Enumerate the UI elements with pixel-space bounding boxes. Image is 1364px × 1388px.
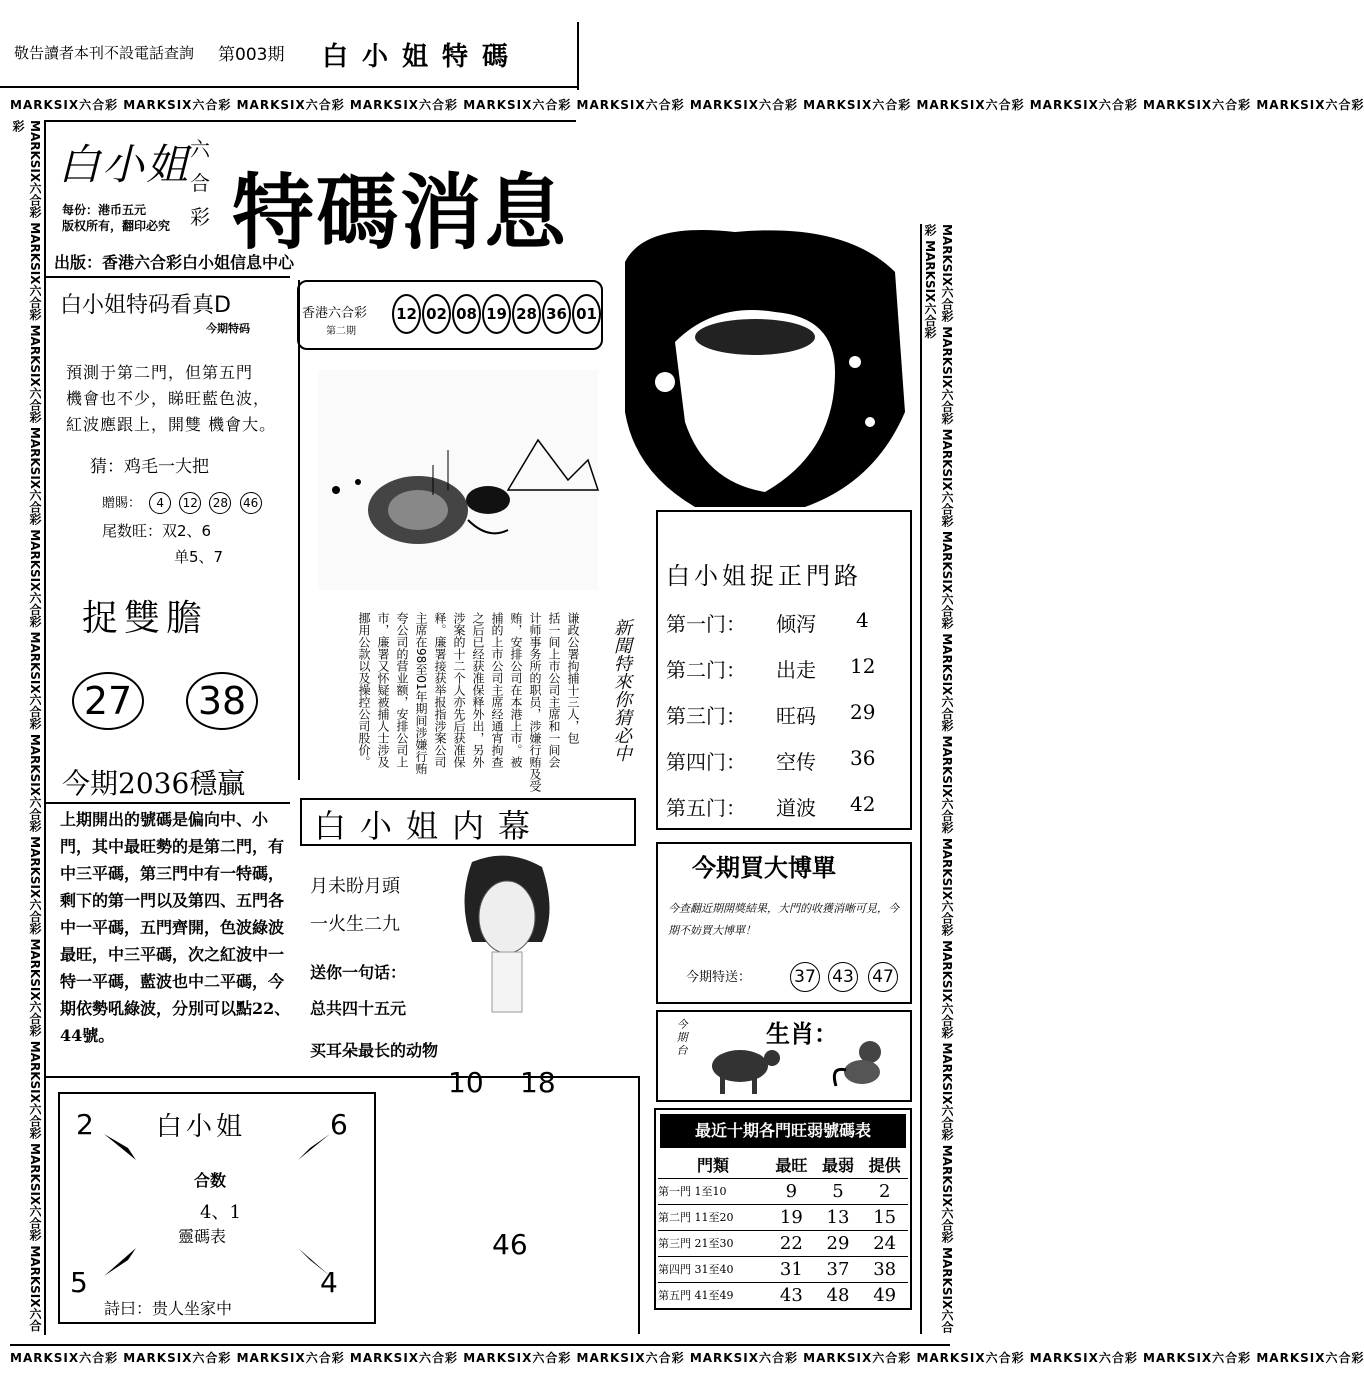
table-row — [658, 1256, 908, 1282]
news-column: 之后已经获准保释外出，另外 — [471, 612, 485, 768]
price-info — [62, 202, 170, 234]
lotto-ball: 08 — [452, 294, 481, 334]
table-cell: 22 — [768, 1230, 815, 1256]
table-cell: 第一門 1至10 — [658, 1178, 768, 1204]
table-cell: 第二門 11至20 — [658, 1204, 768, 1230]
gate-number: 4 — [856, 608, 869, 632]
lotto-ball: 12 — [392, 294, 421, 334]
table-row — [658, 1204, 908, 1230]
gift-row — [102, 492, 262, 514]
gate-number: 42 — [850, 792, 876, 816]
lotto-ball: 36 — [542, 294, 571, 334]
table-row — [658, 1282, 908, 1308]
news-column: 括一间上市公司主席和一间会 — [547, 612, 561, 768]
double-number: 38 — [186, 672, 258, 730]
publisher: 出版：香港六合彩白小姐信息中心 — [54, 253, 295, 272]
double-number: 27 — [72, 672, 144, 730]
table-cell: 29 — [815, 1230, 862, 1256]
ink-painting — [318, 370, 598, 590]
bigbet-number: 43 — [828, 962, 858, 992]
table-cell: 第五門 41至49 — [658, 1282, 768, 1308]
lotto-ball: 02 — [422, 294, 451, 334]
tema-line: 紅波應跟上，開雙 機會大。 — [66, 415, 277, 434]
gate-word: 倾泻 — [776, 612, 816, 636]
col-header: 提供 — [868, 1156, 901, 1176]
gate-number: 12 — [850, 654, 876, 678]
logo: 白小姐 — [58, 140, 191, 189]
inner-number: 18 — [520, 1066, 556, 1099]
gate-label: 第一门： — [666, 612, 746, 636]
news-article — [300, 612, 580, 792]
gate-number: 29 — [850, 700, 876, 724]
frame-line — [44, 120, 576, 122]
zodiac-side: 今期台 — [676, 1018, 688, 1057]
bigbet-title: 今期買大博單 — [692, 854, 836, 882]
news-column: 夸公司的营业额，安排公司上 — [395, 612, 409, 768]
table-cell: 第四門 31至40 — [658, 1256, 768, 1282]
masthead-title: 特碼消息 — [232, 165, 569, 261]
table-row — [658, 1230, 908, 1256]
news-column: 捕的上市公司主席经通宵拘查 — [490, 612, 504, 768]
gift-label: 贈賜： — [102, 496, 142, 511]
tema-heading: 白小姐特码看真D — [60, 293, 231, 318]
sum-label: 合数 — [194, 1171, 227, 1190]
issue-number: 第003期 — [218, 45, 285, 65]
table-header-row — [658, 1152, 908, 1178]
inner-number: 10 — [448, 1066, 484, 1099]
tema-line: 預測于第二門，但第五門 — [66, 363, 254, 382]
zodiac-label: 生肖： — [766, 1019, 838, 1048]
gate-word: 出走 — [776, 658, 816, 682]
news-column: 计师事务所的职员，涉嫌行贿及受 — [528, 612, 542, 792]
table-cell: 49 — [861, 1282, 908, 1308]
tail-even: 尾数旺：双2、6 — [102, 522, 212, 540]
inner-line: 一火生二九 — [310, 914, 400, 935]
header-title: 白小姐特碼 — [322, 42, 523, 72]
portrait-image — [605, 222, 915, 512]
banner-bottom: MARKSIX六合彩 MARKSIX六合彩 MARKSIX六合彩 MARKSIX六合彩 MARKSIX六合彩 MARKSIX六合彩 MARKSIX六合彩 MARKSIX六合彩 MARKSIX六合彩 MARKSIX六合彩 MARKSIX六合彩 MARKSIX六合彩 — [10, 1344, 950, 1366]
gate-label: 第五门： — [666, 796, 746, 820]
gift-number: 28 — [209, 492, 231, 514]
table-cell: 43 — [768, 1282, 815, 1308]
gift-number: 12 — [179, 492, 201, 514]
gates-title: 白小姐捉正門路 — [666, 562, 862, 590]
table-cell: 48 — [815, 1282, 862, 1308]
table-cell: 38 — [861, 1256, 908, 1282]
banner-top: MARKSIX六合彩 MARKSIX六合彩 MARKSIX六合彩 MARKSIX六合彩 MARKSIX六合彩 MARKSIX六合彩 MARKSIX六合彩 MARKSIX六合彩 MARKSIX六合彩 MARKSIX六合彩 MARKSIX六合彩 MARKSIX六合彩 — [10, 98, 1364, 112]
table-row — [658, 1178, 908, 1204]
woman-image — [452, 852, 562, 1012]
handwritten-note: 新聞特來你猜必中 — [611, 618, 632, 762]
divider — [46, 276, 290, 278]
bigbet-text: 今查翻近期開獎結果，大門的收獲消晰可見，今期不妨買大博單！ — [668, 902, 899, 937]
logo-side: 六合彩 — [190, 137, 210, 229]
sum-value: 4、1 — [200, 1202, 241, 1223]
bigbet-number: 47 — [868, 962, 898, 992]
inner-line: 送你一句话： — [310, 963, 407, 982]
notice-text: 敬告讀者本刊不設電話查詢 — [14, 44, 195, 62]
gate-word: 空传 — [776, 750, 816, 774]
tema-body — [66, 360, 286, 438]
lotto-sub: 第二期 — [326, 326, 356, 337]
gift-number: 46 — [240, 492, 262, 514]
bigbet-number: 37 — [790, 962, 820, 992]
table-cell: 37 — [815, 1256, 862, 1282]
news-column: 挪用公款以及操控公司股价。 — [357, 612, 371, 768]
col-header: 最弱 — [821, 1156, 854, 1176]
inner-title: 白小姐内幕 — [314, 807, 545, 845]
table-cell: 15 — [861, 1204, 908, 1230]
table-cell: 9 — [768, 1178, 815, 1204]
inner-line: 总共四十五元 — [310, 999, 407, 1018]
number-box-title: 白小姐 — [156, 1112, 247, 1142]
table-cell: 31 — [768, 1256, 815, 1282]
gift-number: 4 — [149, 492, 171, 514]
col-header: 門類 — [697, 1156, 730, 1176]
gate-word: 旺码 — [776, 704, 816, 728]
divider — [577, 22, 579, 90]
tema-sub: 今期特码 — [206, 322, 250, 335]
lotto-ball: 01 — [572, 294, 601, 334]
news-column: 谦政公署拘捕十三人，包 — [566, 612, 580, 744]
table-cell: 第三門 21至30 — [658, 1230, 768, 1256]
gate-label: 第三门： — [666, 704, 746, 728]
gate-word: 道波 — [776, 796, 816, 820]
table-cell: 2 — [861, 1178, 908, 1204]
tail-odd: 单5、7 — [174, 548, 224, 566]
price-text: 每份：港币五元 — [62, 203, 147, 217]
monkey-image — [826, 1036, 892, 1092]
hot-table — [658, 1152, 908, 1308]
poem: 詩曰：贵人坐家中 — [104, 1299, 233, 1318]
banner-right: MARKSIX六合彩 MARKSIX六合彩 MARKSIX六合彩 MARKSIX六合彩 MARKSIX六合彩 MARKSIX六合彩 MARKSIX六合彩 MARKSIX六合彩 MARKSIX六合彩 MARKSIX六合彩 MARKSIX六合彩 MARKSIX六合彩 — [923, 224, 954, 1334]
double-title: 捉雙膽 — [82, 598, 209, 639]
frame-line — [920, 224, 922, 1334]
guess-text: 猜：鸡毛一大把 — [90, 457, 209, 477]
gate-label: 第四门： — [666, 750, 746, 774]
inner-number: 46 — [492, 1228, 528, 1261]
lotto-title: 香港六合彩 — [302, 306, 368, 321]
lotto-ball: 28 — [512, 294, 541, 334]
news-column: 市，廉署又怀疑被捕人士涉及 — [376, 612, 390, 768]
rights-text: 版权所有，翻印必究 — [62, 219, 171, 233]
table-cell: 13 — [815, 1204, 862, 1230]
gate-label: 第二门： — [666, 658, 746, 682]
inner-line: 月未盼月頭 — [310, 876, 400, 897]
corner-number: 2 — [76, 1108, 94, 1141]
tab-label: 靈碼表 — [178, 1227, 227, 1246]
corner-number: 5 — [70, 1266, 88, 1299]
hot-table-title: 最近十期各門旺弱號碼表 — [660, 1114, 906, 1148]
divider — [46, 802, 290, 804]
divider — [298, 280, 300, 780]
header-bar — [0, 0, 578, 88]
table-cell: 19 — [768, 1204, 815, 1230]
corner-number: 4 — [320, 1266, 338, 1299]
stable-heading: 今期2036穩贏 — [62, 767, 246, 800]
stable-body: 上期開出的號碼是偏向中、小門，其中最旺勢的是第二門，有中三平碼，第三門中有一特碼，剩下的第一門以及第四、五門各中一平碼，五門齊開，色波綠波最旺，中三平碼，次之紅波中一特一平碼，藍波也中二平碼，今期依勢吼綠波，分別可以點22、44號。 — [60, 810, 291, 1045]
news-column: 贿，安排公司在本港上市。被 — [509, 612, 523, 768]
news-column: 涉案的十二个人亦先后获准保 — [452, 612, 466, 768]
table-cell: 24 — [861, 1230, 908, 1256]
tema-line: 機會也不少，睇旺藍色波， — [66, 389, 271, 408]
ox-image — [700, 1036, 784, 1098]
bigbet-label: 今期特送： — [686, 970, 752, 985]
lotto-ball: 19 — [482, 294, 511, 334]
gate-number: 36 — [850, 746, 876, 770]
col-header: 最旺 — [775, 1156, 808, 1176]
inner-line: 买耳朵最长的动物 — [310, 1041, 439, 1060]
corner-number: 6 — [330, 1108, 348, 1141]
banner-left: MARKSIX六合彩 MARKSIX六合彩 MARKSIX六合彩 MARKSIX六合彩 MARKSIX六合彩 MARKSIX六合彩 MARKSIX六合彩 MARKSIX六合彩 MARKSIX六合彩 MARKSIX六合彩 MARKSIX六合彩 MARKSIX六合彩 — [11, 120, 42, 1332]
table-cell: 5 — [815, 1178, 862, 1204]
news-column: 主席在98至01年期间涉嫌行贿 — [414, 612, 428, 775]
news-column: 释。廉署接获举报指涉案公司 — [433, 612, 447, 768]
